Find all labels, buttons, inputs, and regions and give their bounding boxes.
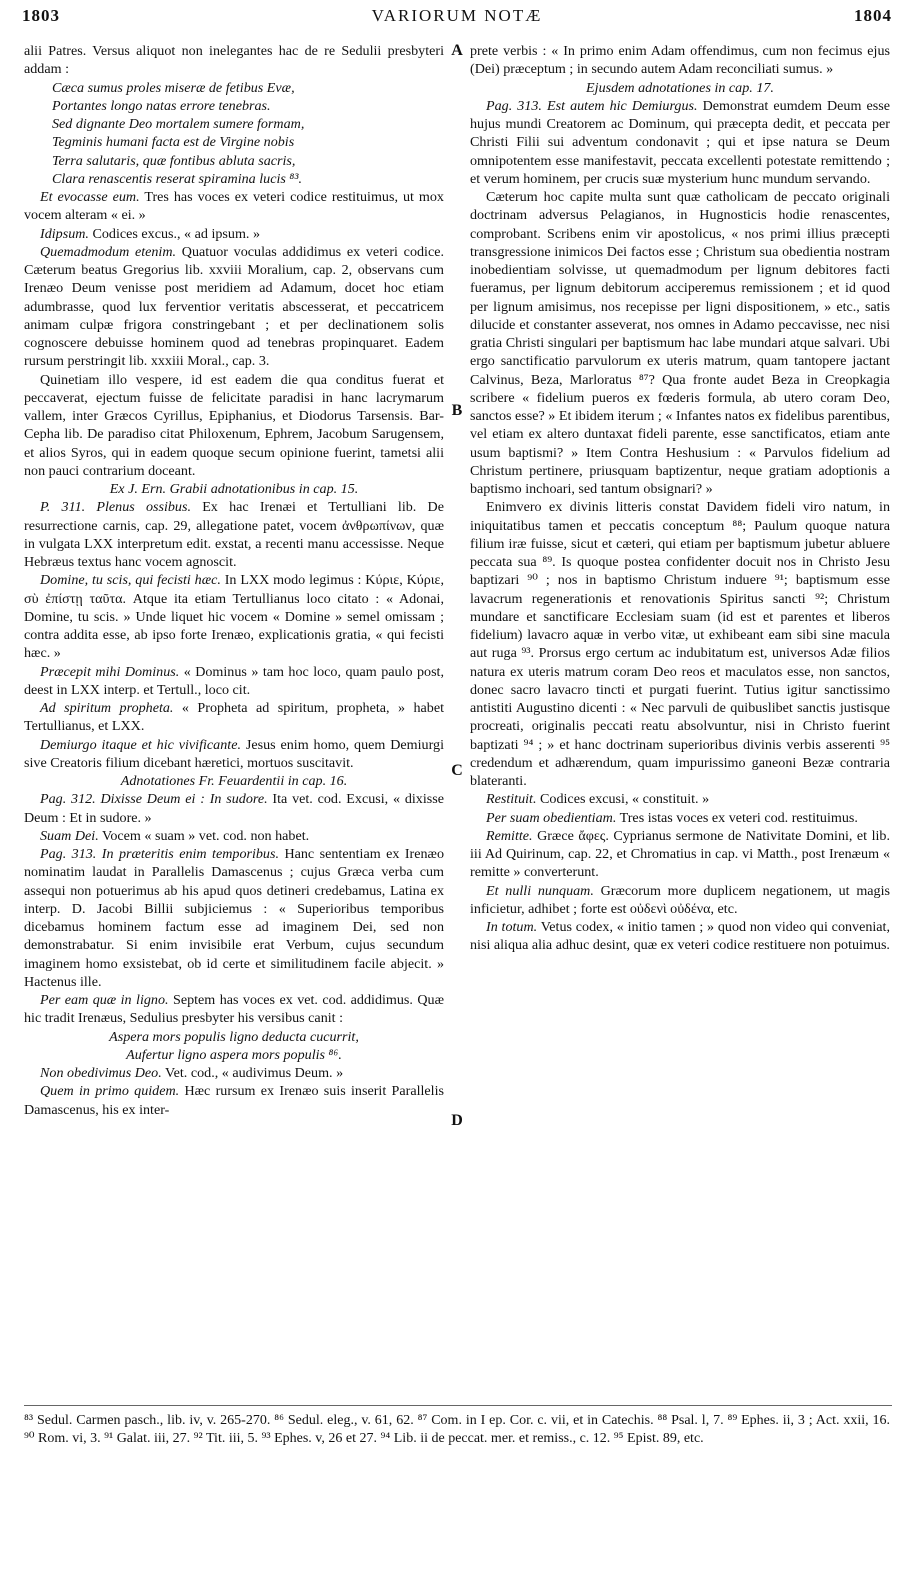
paragraph-text: Vocem « suam » vet. cod. non habet. — [98, 827, 310, 844]
paragraph — [24, 42, 444, 79]
paragraph-text: Terra salutaris, quæ fontibus abluta sacris, — [52, 152, 296, 169]
paragraph-text: Hæc rursum ex Irenæo suis inserit Parallelis Damascenus, his ex inter- — [24, 1083, 444, 1118]
paragraph-text: Aufertur ligno aspera mors populis ⁸⁶. — [126, 1046, 342, 1063]
footnote-rule — [24, 1405, 892, 1406]
lemma: Pag. 312. Dixisse Deum ei : In sudore. — [40, 791, 268, 808]
lemma: Præcepit mihi Dominus. — [40, 663, 180, 680]
paragraph — [24, 790, 444, 827]
paragraph — [24, 79, 444, 97]
lemma: Domine, tu scis, qui fecisti hæc. — [40, 572, 221, 589]
margin-letter-b: B — [451, 402, 463, 419]
paragraph-text: Ex hac Irenæi et Tertulliani lib. De resurrectione carnis, cap. 29, allegatione patet, vocem ἀνθρωπίνων, quæ in vulgata LXX interpretum edit. exstat, a recenti manu accessisse. Neque Hebræus textus hanc vocem agnoscit. — [24, 499, 444, 570]
paragraph-text: Græcorum more duplicem negationem, ut magis inficietur, adhibet ; forte est οὐδενὶ οὐδένα, etc. — [470, 882, 890, 917]
lemma: Quemadmodum etenim. — [40, 243, 177, 260]
paragraph-text: Cæterum hoc capite multa sunt quæ catholicam de peccato originali doctrinam adversus Pelagianos, in Hugnosticis hodie renascentes, comprobant. Scribens enim vir apostolicus, « nos primi illius præcepti transgressione inimicos Dei factos esse ; Christum sua obedientia nostram inobedientiam solvisse, ut quemadmodum per lignum debitores facti fueramus, per lignum debitorum acciperemus remissionem ; et id quod per lignum amisimus, nos recepisse per ligni dispositionem, » etc., satis dilucide et constanter asseverat, nos omnes in Adamo peccavisse, nec nisi gratia Christi singulari per baptismum hac labe mundari atque salvari. Ubi ergo sanctificatio parvulorum ex uteris matrum, quam tantopere jactant Calvinus, Beza, Marloratus ⁸⁷? Qua fronte audet Beza in Creopkagia scribere « fidelium pueros ex fœderis formula, ab utero coram Deo, sanctos esse? » Et ibidem iterum ; « Infantes natos ex fidelibus parentibus, vel etiam ex altero duntaxat fideli parente, esse sanctificatos, etiam ante usum baptismi? » Item Contra Heshusium : « Parvulos fidelium ad Christum pertinere, priusquam baptizentur, neque gratiam adoptionis a baptismo inchoari, sed tantum obsignari? » — [470, 189, 890, 497]
paragraph — [470, 97, 890, 188]
paragraph — [24, 845, 444, 991]
paragraph-text: « Propheta ad spiritum, propheta, » habet Tertullianus, et LXX. — [24, 700, 444, 735]
running-header — [22, 6, 892, 32]
paragraph — [24, 115, 444, 133]
lemma: Per suam obedientiam. — [486, 809, 617, 826]
paragraph — [24, 1046, 444, 1064]
paragraph — [24, 736, 444, 773]
paragraph — [24, 133, 444, 151]
paragraph-text: Hanc sententiam ex Irenæo nominatim laudat in Parallelis Damascenus ; cujus Græca verba cum assequi non potuerimus ab his apud quos detineri credebamus, Latina ex interp. D. Jacobi Billii subjiciemus : « Superioribus temporibus dicebamus hominem factum esse ad imaginem Dei, sed non demonstrabatur. Si enim invisibile erat Verbum, cujus secundum imaginem homo exsistebat, ob id certe et similitudinem facile abjecit. » Hactenus ille. — [24, 846, 444, 990]
paragraph — [470, 79, 890, 97]
paragraph — [24, 772, 444, 790]
paragraph — [24, 371, 444, 481]
paragraph — [24, 663, 444, 700]
lemma: Et nulli nunquam. — [486, 882, 594, 899]
paragraph-text: Ex J. Ern. Grabii adnotationibus in cap. 15. — [109, 481, 359, 497]
paragraph — [24, 97, 444, 115]
paragraph — [470, 882, 890, 919]
paragraph-text: Tres has voces ex veteri codice restituimus, ut mox vocem alteram « ei. » — [24, 189, 444, 224]
lemma: Ad spiritum propheta. — [40, 700, 174, 716]
paragraph-text: Codices excusi, « constituit. » — [536, 791, 710, 808]
page-number-right: 1804 — [854, 6, 892, 25]
paragraph-text: Demonstrat eumdem Deum esse hujus mundi Creatorem ac Dominum, qui præcepta dedit, et peccata per Christi Filii sui adventum condonavit ; qui et ipse natura se Deum omnipotentem esse manifestavit, peccata excellenti potestate remittendo ; et verum hominem, per crucis suæ mysterium hunc mundum servando. — [470, 97, 890, 187]
paragraph — [24, 152, 444, 170]
paragraph-text: Portantes longo natas errore tenebras. — [52, 97, 271, 114]
paragraph-text: Clara renascentis reserat spiramina lucis ⁸³. — [52, 170, 303, 187]
paragraph — [24, 480, 444, 498]
paragraph — [470, 790, 890, 808]
paragraph — [470, 827, 890, 882]
paragraph — [24, 1064, 444, 1082]
paragraph-text: Sed dignante Deo mortalem sumere formam, — [52, 116, 305, 132]
paragraph-text: Quinetiam illo vespere, id est eadem die qua conditus fuerat et peccaverat, ejectum fuisse de felicitate paradisi in hanc lacrymarum vallem, inter Græcos Cyrillus, Epiphanius, et Diodorus Tarsensis. Bar-Cepha lib. De paradiso citat Philoxenum, Ephrem, Jacobum Sarugensem, et alios Syros, qui in eadem quoque secum opinione fuerint, tametsi alii non pauci contrarium doceant. — [24, 371, 444, 479]
paragraph — [24, 1082, 444, 1119]
margin-letter-c: C — [451, 762, 463, 779]
paragraph-text: alii Patres. Versus aliquot non inelegantes hac de re Sedulii presbyteri addam : — [24, 43, 444, 78]
paragraph-text: In LXX modo legimus : Κύριε, Κύριε, σὺ ἐπίστῃ ταῦτα. Atque ita etiam Tertullianus loco citato : « Adonai, Domine, tu scis. » Unde liquet hic vocem « Domine » semel omissam ; contra addita esse, ab ipso forte Irenæo, explicationis gratia, « qui fecisti hæc. » — [24, 572, 444, 662]
paragraph-text: Tres istas voces ex veteri cod. restituimus. — [616, 809, 858, 826]
lemma: Et evocasse eum. — [40, 189, 140, 205]
paragraph-text: Enimvero ex divinis litteris constat Davidem fideli viro natum, in iniquitatibus tamen et peccatis conceptum ⁸⁸; Paulum quoque natura filium iræ fuisse, sicut et cæteri, qui etiam per baptismum jubetur abluere peccata sua ⁸⁹. Is quoque postea confidenter docuit nos in Christo Jesu baptizari ⁹⁰ ; nos in baptismo Christum induere ⁹¹; baptismum esse lavacrum regenerationis et renovationis Spiritus sancti ⁹²; Christum mundare et sanctificare Ecclesiam suam (id est et parentes et liberos fidelium) lavacro aquæ in verbo vitæ, ut exhibeant eam sibi sine macula aut ruga ⁹³. Prorsus ergo certum ac indubitatum est, universos Adæ filios natura ex uteris matrum coram Deo reos et maculatos esse, non sanctos, donec sacro lavacro tincti et purgati fuerint. Tutius igitur sanctissimo antistiti Augustino dicenti : « Nec parvuli de quibuslibet sanctis justisque procreati, originalis peccati reatu absolvuntur, nisi in Christo fuerint baptizati ⁹⁴ ; » et hanc doctrinam superioribus divinis verbis asserenti ⁹⁵ credendum et adhærendum, quam impurissimo ganeoni Bezæ contraria blateranti. — [470, 499, 890, 789]
paragraph — [470, 498, 890, 790]
lemma: Restituit. — [486, 791, 537, 808]
paragraph-text: prete verbis : « In primo enim Adam offendimus, cum non fecimus ejus (Dei) præceptum ; in secundo autem Adam reconciliati sumus. » — [470, 43, 890, 78]
paragraph — [24, 243, 444, 371]
paragraph — [24, 188, 444, 225]
lemma: Demiurgo itaque et hic vivificante. — [40, 736, 241, 753]
paragraph — [470, 42, 890, 79]
paragraph-text: Adnotationes Fr. Feuardentii in cap. 16. — [120, 773, 348, 789]
lemma: Suam Dei. — [40, 827, 99, 844]
paragraph-text: Aspera mors populis ligno deducta cucurrit, — [109, 1028, 359, 1045]
paragraph — [24, 170, 444, 188]
lemma: Quem in primo quidem. — [40, 1083, 180, 1100]
paragraph-text: Vet. cod., « audivimus Deum. » — [161, 1065, 344, 1081]
paragraph — [470, 188, 890, 498]
lemma: Non obedivimus Deo. — [40, 1065, 162, 1081]
margin-letter-d: D — [451, 1112, 463, 1129]
margin-letter-a: A — [451, 42, 463, 59]
paragraph — [24, 827, 444, 845]
paragraph — [24, 225, 444, 243]
paragraph-text: « Dominus » tam hoc loco, quam paulo post, deest in LXX interp. et Tertull., loco cit. — [24, 663, 444, 698]
lemma: Per eam quæ in ligno. — [40, 992, 169, 1008]
paragraph — [24, 498, 444, 571]
paragraph-text: Codices excus., « ad ipsum. » — [88, 225, 260, 242]
paragraph — [24, 699, 444, 736]
paragraph — [24, 991, 444, 1028]
lemma: P. 311. Plenus ossibus. — [40, 499, 191, 516]
paragraph-text: Tegminis humani facta est de Virgine nobis — [52, 134, 295, 151]
paragraph-text: Vetus codex, « initio tamen ; » quod non video qui conveniat, nisi aliqua alia adhuc desint, quæ ex veteri codice restituere non potuimus. — [470, 919, 890, 954]
footnotes: ⁸³ Sedul. Carmen pasch., lib. iv, v. 265-270. ⁸⁶ Sedul. eleg., v. 61, 62. ⁸⁷ Com. in I ep. Cor. c. vii, et in Catechis. ⁸⁸ Psal. l, 7. ⁸⁹ Ephes. ii, 3 ; Act. xxii, 16. ⁹⁰ Rom. vi, 3. ⁹¹ Galat. iii, 27. ⁹² Tit. iii, 5. ⁹³ Ephes. v, 26 et 27. ⁹⁴ Lib. ii de peccat. mer. et remiss., c. 12. ⁹⁵ Epist. 89, etc. — [24, 1413, 890, 1446]
lemma: Pag. 313. Est autem hic Demiurgus. — [486, 97, 698, 114]
right-column — [470, 42, 890, 955]
paragraph-text: Græce ἄφες. Cyprianus sermone de Nativitate Domini, et lib. iii Ad Quirinum, cap. 22, et Chromatius in cap. vi Matth., post Irenæum « remitte » converterunt. — [470, 827, 890, 881]
left-column — [24, 42, 444, 1119]
paragraph — [24, 571, 444, 662]
running-title: VARIORUM NOTÆ — [371, 6, 543, 25]
paragraph — [470, 918, 890, 955]
paragraph — [24, 1028, 444, 1046]
paragraph-text: Ejusdem adnotationes in cap. 17. — [586, 79, 774, 96]
lemma: Pag. 313. In præteritis enim temporibus. — [40, 846, 279, 862]
lemma: Idipsum. — [40, 225, 89, 242]
lemma: In totum. — [486, 919, 538, 935]
paragraph-text: Quatuor voculas addidimus ex veteri codice. Cæterum beatus Gregorius lib. xxviii Moralium, cap. 2, observans cum Irenæo Deum venisse post meridiem ad Adamum, docet hoc etiam adumbrasse, quod lux ferventior veritatis abscesserat, et peccatricem animam culpæ frigora constringebant ; et per declinationem solis cognoscere debuisse hominem quod ad tenebras propinquaret. Eadem rursum perstringit lib. xxxiii Moral., cap. 3. — [24, 243, 444, 370]
page-number-left: 1803 — [22, 6, 60, 25]
paragraph-text: Septem has voces ex vet. cod. addidimus. Quæ hic tradit Irenæus, Sedulius presbyter his versibus canit : — [24, 992, 444, 1027]
paragraph-text: Cæca sumus proles miseræ de fetibus Evæ, — [52, 79, 295, 96]
paragraph-text: Ita vet. cod. Excusi, « dixisse Deum : Et in sudore. » — [24, 791, 444, 826]
paragraph-text: Jesus enim homo, quem Demiurgi sive Creatoris filium dicebant hæretici, mortuos suscitavit. — [24, 736, 444, 771]
paragraph — [470, 809, 890, 827]
lemma: Remitte. — [486, 827, 533, 844]
